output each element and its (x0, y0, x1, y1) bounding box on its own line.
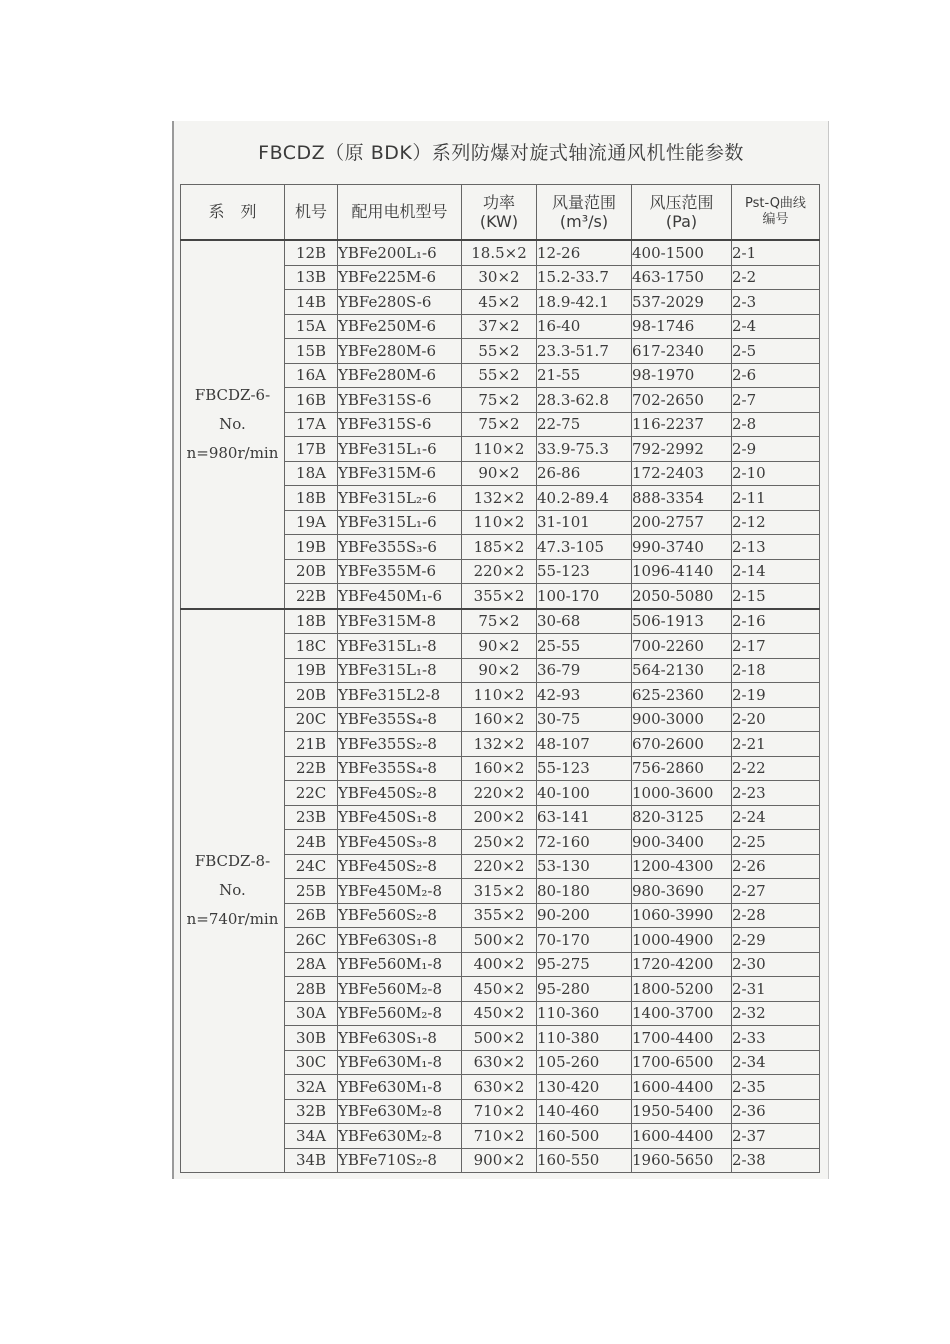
motor-model-cell: YBFe450S₁-8 (338, 805, 462, 830)
fan-number-cell: 21B (285, 732, 338, 757)
series-label-line: n=980r/min (186, 443, 279, 462)
airflow-range-cell: 12-26 (537, 240, 632, 265)
airflow-range-cell: 22-75 (537, 412, 632, 437)
fan-number-cell: 20B (285, 683, 338, 708)
airflow-range-cell: 28.3-62.8 (537, 388, 632, 413)
curve-number-cell: 2-7 (732, 388, 820, 413)
header-no: 机号 (285, 185, 338, 241)
airflow-range-cell: 33.9-75.3 (537, 437, 632, 462)
curve-number-cell: 2-17 (732, 634, 820, 659)
motor-model-cell: YBFe315L₁-6 (338, 510, 462, 535)
motor-model-cell: YBFe280M-6 (338, 339, 462, 364)
fan-number-cell: 19B (285, 535, 338, 560)
pressure-range-cell: 990-3740 (632, 535, 732, 560)
pressure-range-cell: 400-1500 (632, 240, 732, 265)
series-label-line: FBCDZ-6- (194, 385, 271, 404)
curve-number-cell: 2-15 (732, 584, 820, 609)
curve-number-cell: 2-24 (732, 805, 820, 830)
motor-model-cell: YBFe200L₁-6 (338, 240, 462, 265)
pressure-range-cell: 1060-3990 (632, 903, 732, 928)
series-label-line: FBCDZ-8- (194, 852, 271, 871)
fan-number-cell: 30B (285, 1026, 338, 1051)
power-cell: 55×2 (462, 363, 537, 388)
pressure-range-cell: 200-2757 (632, 510, 732, 535)
motor-model-cell: YBFe355M-6 (338, 559, 462, 584)
power-cell: 110×2 (462, 437, 537, 462)
motor-model-cell: YBFe355S₃-6 (338, 535, 462, 560)
table-row (181, 609, 820, 634)
curve-number-cell: 2-33 (732, 1026, 820, 1051)
power-cell: 355×2 (462, 584, 537, 609)
curve-number-cell: 2-8 (732, 412, 820, 437)
airflow-range-cell: 55-123 (537, 756, 632, 781)
curve-number-cell: 2-12 (732, 510, 820, 535)
fan-number-cell: 24C (285, 854, 338, 879)
airflow-range-cell: 105-260 (537, 1050, 632, 1075)
pressure-range-cell: 1400-3700 (632, 1001, 732, 1026)
fan-number-cell: 24B (285, 830, 338, 855)
fan-number-cell: 17A (285, 412, 338, 437)
airflow-range-cell: 70-170 (537, 928, 632, 953)
power-cell: 110×2 (462, 683, 537, 708)
curve-number-cell: 2-23 (732, 781, 820, 806)
fan-number-cell: 22C (285, 781, 338, 806)
header-pressure-line1: 风压范围 (649, 192, 714, 212)
curve-number-cell: 2-22 (732, 756, 820, 781)
fan-number-cell: 19A (285, 510, 338, 535)
power-cell: 355×2 (462, 903, 537, 928)
fan-number-cell: 17B (285, 437, 338, 462)
fan-number-cell: 14B (285, 290, 338, 315)
pressure-range-cell: 1800-5200 (632, 977, 732, 1002)
curve-number-cell: 2-25 (732, 830, 820, 855)
motor-model-cell: YBFe450S₂-8 (338, 781, 462, 806)
motor-model-cell: YBFe355S₄-8 (338, 756, 462, 781)
pressure-range-cell: 1600-4400 (632, 1124, 732, 1149)
airflow-range-cell: 40.2-89.4 (537, 486, 632, 511)
airflow-range-cell: 23.3-51.7 (537, 339, 632, 364)
scanned-page (172, 121, 829, 1179)
fan-number-cell: 34B (285, 1148, 338, 1173)
fan-number-cell: 18B (285, 486, 338, 511)
airflow-range-cell: 18.9-42.1 (537, 290, 632, 315)
header-motor: 配用电机型号 (338, 185, 462, 241)
header-curve-line2: 编号 (762, 212, 789, 227)
airflow-range-cell: 16-40 (537, 314, 632, 339)
pressure-range-cell: 116-2237 (632, 412, 732, 437)
fan-number-cell: 26B (285, 903, 338, 928)
power-cell: 75×2 (462, 412, 537, 437)
header-pressure-line2: (Pa) (665, 212, 698, 231)
header-row (181, 185, 820, 241)
table-body (181, 240, 820, 1173)
motor-model-cell: YBFe315L₁-8 (338, 658, 462, 683)
motor-model-cell: YBFe560M₂-8 (338, 977, 462, 1002)
airflow-range-cell: 130-420 (537, 1075, 632, 1100)
power-cell: 220×2 (462, 559, 537, 584)
motor-model-cell: YBFe710S₂-8 (338, 1148, 462, 1173)
curve-number-cell: 2-18 (732, 658, 820, 683)
motor-model-cell: YBFe560M₂-8 (338, 1001, 462, 1026)
motor-model-cell: YBFe355S₂-8 (338, 732, 462, 757)
header-curve-line1: Pst-Q曲线 (745, 196, 806, 212)
pressure-range-cell: 537-2029 (632, 290, 732, 315)
airflow-range-cell: 31-101 (537, 510, 632, 535)
airflow-range-cell: 53-130 (537, 854, 632, 879)
motor-model-cell: YBFe630M₁-8 (338, 1050, 462, 1075)
curve-number-cell: 2-32 (732, 1001, 820, 1026)
pressure-range-cell: 98-1970 (632, 363, 732, 388)
power-cell: 900×2 (462, 1148, 537, 1173)
power-cell: 450×2 (462, 1001, 537, 1026)
curve-number-cell: 2-35 (732, 1075, 820, 1100)
fan-number-cell: 32B (285, 1099, 338, 1124)
power-cell: 450×2 (462, 977, 537, 1002)
fan-number-cell: 22B (285, 756, 338, 781)
motor-model-cell: YBFe315L2-8 (338, 683, 462, 708)
curve-number-cell: 2-14 (732, 559, 820, 584)
series-label (181, 609, 285, 1173)
performance-table (180, 184, 820, 1173)
airflow-range-cell: 55-123 (537, 559, 632, 584)
motor-model-cell: YBFe315S-6 (338, 388, 462, 413)
power-cell: 37×2 (462, 314, 537, 339)
curve-number-cell: 2-37 (732, 1124, 820, 1149)
motor-model-cell: YBFe280S-6 (338, 290, 462, 315)
power-cell: 710×2 (462, 1099, 537, 1124)
power-cell: 185×2 (462, 535, 537, 560)
motor-model-cell: YBFe630S₁-8 (338, 1026, 462, 1051)
power-cell: 200×2 (462, 805, 537, 830)
pressure-range-cell: 564-2130 (632, 658, 732, 683)
power-cell: 250×2 (462, 830, 537, 855)
curve-number-cell: 2-5 (732, 339, 820, 364)
motor-model-cell: YBFe225M-6 (338, 265, 462, 290)
motor-model-cell: YBFe315L₁-8 (338, 634, 462, 659)
motor-model-cell: YBFe630M₁-8 (338, 1075, 462, 1100)
motor-model-cell: YBFe355S₄-8 (338, 707, 462, 732)
fan-number-cell: 12B (285, 240, 338, 265)
airflow-range-cell: 95-275 (537, 952, 632, 977)
fan-number-cell: 30A (285, 1001, 338, 1026)
pressure-range-cell: 888-3354 (632, 486, 732, 511)
airflow-range-cell: 30-75 (537, 707, 632, 732)
airflow-range-cell: 36-79 (537, 658, 632, 683)
power-cell: 220×2 (462, 854, 537, 879)
fan-number-cell: 32A (285, 1075, 338, 1100)
series-label-line: n=740r/min (186, 910, 279, 929)
curve-number-cell: 2-38 (732, 1148, 820, 1173)
header-power (462, 185, 537, 241)
power-cell: 500×2 (462, 1026, 537, 1051)
fan-number-cell: 28B (285, 977, 338, 1002)
motor-model-cell: YBFe315S-6 (338, 412, 462, 437)
power-cell: 90×2 (462, 461, 537, 486)
motor-model-cell: YBFe315M-8 (338, 609, 462, 634)
power-cell: 90×2 (462, 634, 537, 659)
airflow-range-cell: 48-107 (537, 732, 632, 757)
fan-number-cell: 20C (285, 707, 338, 732)
airflow-range-cell: 95-280 (537, 977, 632, 1002)
airflow-range-cell: 110-360 (537, 1001, 632, 1026)
power-cell: 30×2 (462, 265, 537, 290)
curve-number-cell: 2-26 (732, 854, 820, 879)
curve-number-cell: 2-29 (732, 928, 820, 953)
fan-number-cell: 16B (285, 388, 338, 413)
power-cell: 132×2 (462, 732, 537, 757)
power-cell: 18.5×2 (462, 240, 537, 265)
pressure-range-cell: 900-3000 (632, 707, 732, 732)
curve-number-cell: 2-27 (732, 879, 820, 904)
pressure-range-cell: 980-3690 (632, 879, 732, 904)
power-cell: 500×2 (462, 928, 537, 953)
header-series: 系 列 (181, 185, 285, 241)
curve-number-cell: 2-19 (732, 683, 820, 708)
airflow-range-cell: 160-500 (537, 1124, 632, 1149)
power-cell: 160×2 (462, 756, 537, 781)
pressure-range-cell: 900-3400 (632, 830, 732, 855)
pressure-range-cell: 1720-4200 (632, 952, 732, 977)
airflow-range-cell: 26-86 (537, 461, 632, 486)
motor-model-cell: YBFe450S₂-8 (338, 854, 462, 879)
power-cell: 220×2 (462, 781, 537, 806)
series-label-line: No. (219, 881, 246, 900)
curve-number-cell: 2-13 (732, 535, 820, 560)
pressure-range-cell: 1700-6500 (632, 1050, 732, 1075)
pressure-range-cell: 1960-5650 (632, 1148, 732, 1173)
airflow-range-cell: 15.2-33.7 (537, 265, 632, 290)
pressure-range-cell: 1000-4900 (632, 928, 732, 953)
curve-number-cell: 2-10 (732, 461, 820, 486)
motor-model-cell: YBFe630M₂-8 (338, 1099, 462, 1124)
curve-number-cell: 2-30 (732, 952, 820, 977)
airflow-range-cell: 160-550 (537, 1148, 632, 1173)
power-cell: 315×2 (462, 879, 537, 904)
header-flow-line1: 风量范围 (551, 192, 616, 212)
power-cell: 160×2 (462, 707, 537, 732)
power-cell: 45×2 (462, 290, 537, 315)
header-flow-line2: (m³/s) (559, 212, 609, 231)
pressure-range-cell: 1096-4140 (632, 559, 732, 584)
curve-number-cell: 2-3 (732, 290, 820, 315)
pressure-range-cell: 1600-4400 (632, 1075, 732, 1100)
curve-number-cell: 2-9 (732, 437, 820, 462)
header-flow (537, 185, 632, 241)
series-label-line: No. (219, 414, 246, 433)
fan-number-cell: 20B (285, 559, 338, 584)
table-title: FBCDZ（原 BDK）系列防爆对旋式轴流通风机性能参数 (258, 141, 744, 164)
power-cell: 132×2 (462, 486, 537, 511)
power-cell: 90×2 (462, 658, 537, 683)
table-row (181, 240, 820, 265)
motor-model-cell: YBFe560M₁-8 (338, 952, 462, 977)
curve-number-cell: 2-16 (732, 609, 820, 634)
pressure-range-cell: 172-2403 (632, 461, 732, 486)
fan-number-cell: 25B (285, 879, 338, 904)
airflow-range-cell: 63-141 (537, 805, 632, 830)
pressure-range-cell: 1200-4300 (632, 854, 732, 879)
pressure-range-cell: 2050-5080 (632, 584, 732, 609)
pressure-range-cell: 1700-4400 (632, 1026, 732, 1051)
motor-model-cell: YBFe250M-6 (338, 314, 462, 339)
header-curve (732, 185, 820, 241)
pressure-range-cell: 702-2650 (632, 388, 732, 413)
airflow-range-cell: 72-160 (537, 830, 632, 855)
airflow-range-cell: 110-380 (537, 1026, 632, 1051)
curve-number-cell: 2-2 (732, 265, 820, 290)
airflow-range-cell: 30-68 (537, 609, 632, 634)
fan-number-cell: 18B (285, 609, 338, 634)
fan-number-cell: 18A (285, 461, 338, 486)
curve-number-cell: 2-31 (732, 977, 820, 1002)
airflow-range-cell: 140-460 (537, 1099, 632, 1124)
curve-number-cell: 2-6 (732, 363, 820, 388)
pressure-range-cell: 700-2260 (632, 634, 732, 659)
motor-model-cell: YBFe630S₁-8 (338, 928, 462, 953)
motor-model-cell: YBFe450M₁-6 (338, 584, 462, 609)
pressure-range-cell: 670-2600 (632, 732, 732, 757)
airflow-range-cell: 42-93 (537, 683, 632, 708)
pressure-range-cell: 1950-5400 (632, 1099, 732, 1124)
pressure-range-cell: 506-1913 (632, 609, 732, 634)
power-cell: 110×2 (462, 510, 537, 535)
curve-number-cell: 2-1 (732, 240, 820, 265)
airflow-range-cell: 21-55 (537, 363, 632, 388)
fan-number-cell: 22B (285, 584, 338, 609)
series-label (181, 240, 285, 609)
airflow-range-cell: 47.3-105 (537, 535, 632, 560)
airflow-range-cell: 80-180 (537, 879, 632, 904)
fan-number-cell: 30C (285, 1050, 338, 1075)
curve-number-cell: 2-11 (732, 486, 820, 511)
fan-number-cell: 34A (285, 1124, 338, 1149)
pressure-range-cell: 1000-3600 (632, 781, 732, 806)
pressure-range-cell: 463-1750 (632, 265, 732, 290)
fan-number-cell: 16A (285, 363, 338, 388)
airflow-range-cell: 25-55 (537, 634, 632, 659)
fan-number-cell: 19B (285, 658, 338, 683)
pressure-range-cell: 625-2360 (632, 683, 732, 708)
header-power-line1: 功率 (482, 192, 515, 212)
airflow-range-cell: 100-170 (537, 584, 632, 609)
pressure-range-cell: 820-3125 (632, 805, 732, 830)
motor-model-cell: YBFe315L₁-6 (338, 437, 462, 462)
pressure-range-cell: 792-2992 (632, 437, 732, 462)
power-cell: 400×2 (462, 952, 537, 977)
fan-number-cell: 15B (285, 339, 338, 364)
motor-model-cell: YBFe450M₂-8 (338, 879, 462, 904)
fan-number-cell: 15A (285, 314, 338, 339)
motor-model-cell: YBFe315M-6 (338, 461, 462, 486)
curve-number-cell: 2-20 (732, 707, 820, 732)
fan-number-cell: 13B (285, 265, 338, 290)
motor-model-cell: YBFe450S₃-8 (338, 830, 462, 855)
curve-number-cell: 2-4 (732, 314, 820, 339)
motor-model-cell: YBFe280M-6 (338, 363, 462, 388)
curve-number-cell: 2-21 (732, 732, 820, 757)
fan-number-cell: 18C (285, 634, 338, 659)
fan-number-cell: 23B (285, 805, 338, 830)
curve-number-cell: 2-34 (732, 1050, 820, 1075)
airflow-range-cell: 90-200 (537, 903, 632, 928)
motor-model-cell: YBFe630M₂-8 (338, 1124, 462, 1149)
power-cell: 55×2 (462, 339, 537, 364)
airflow-range-cell: 40-100 (537, 781, 632, 806)
header-pressure (632, 185, 732, 241)
curve-number-cell: 2-36 (732, 1099, 820, 1124)
motor-model-cell: YBFe560S₂-8 (338, 903, 462, 928)
curve-number-cell: 2-28 (732, 903, 820, 928)
fan-number-cell: 28A (285, 952, 338, 977)
power-cell: 630×2 (462, 1075, 537, 1100)
pressure-range-cell: 98-1746 (632, 314, 732, 339)
power-cell: 75×2 (462, 388, 537, 413)
power-cell: 710×2 (462, 1124, 537, 1149)
power-cell: 75×2 (462, 609, 537, 634)
pressure-range-cell: 617-2340 (632, 339, 732, 364)
header-power-line2: (KW) (479, 212, 519, 231)
fan-number-cell: 26C (285, 928, 338, 953)
power-cell: 630×2 (462, 1050, 537, 1075)
motor-model-cell: YBFe315L₂-6 (338, 486, 462, 511)
pressure-range-cell: 756-2860 (632, 756, 732, 781)
